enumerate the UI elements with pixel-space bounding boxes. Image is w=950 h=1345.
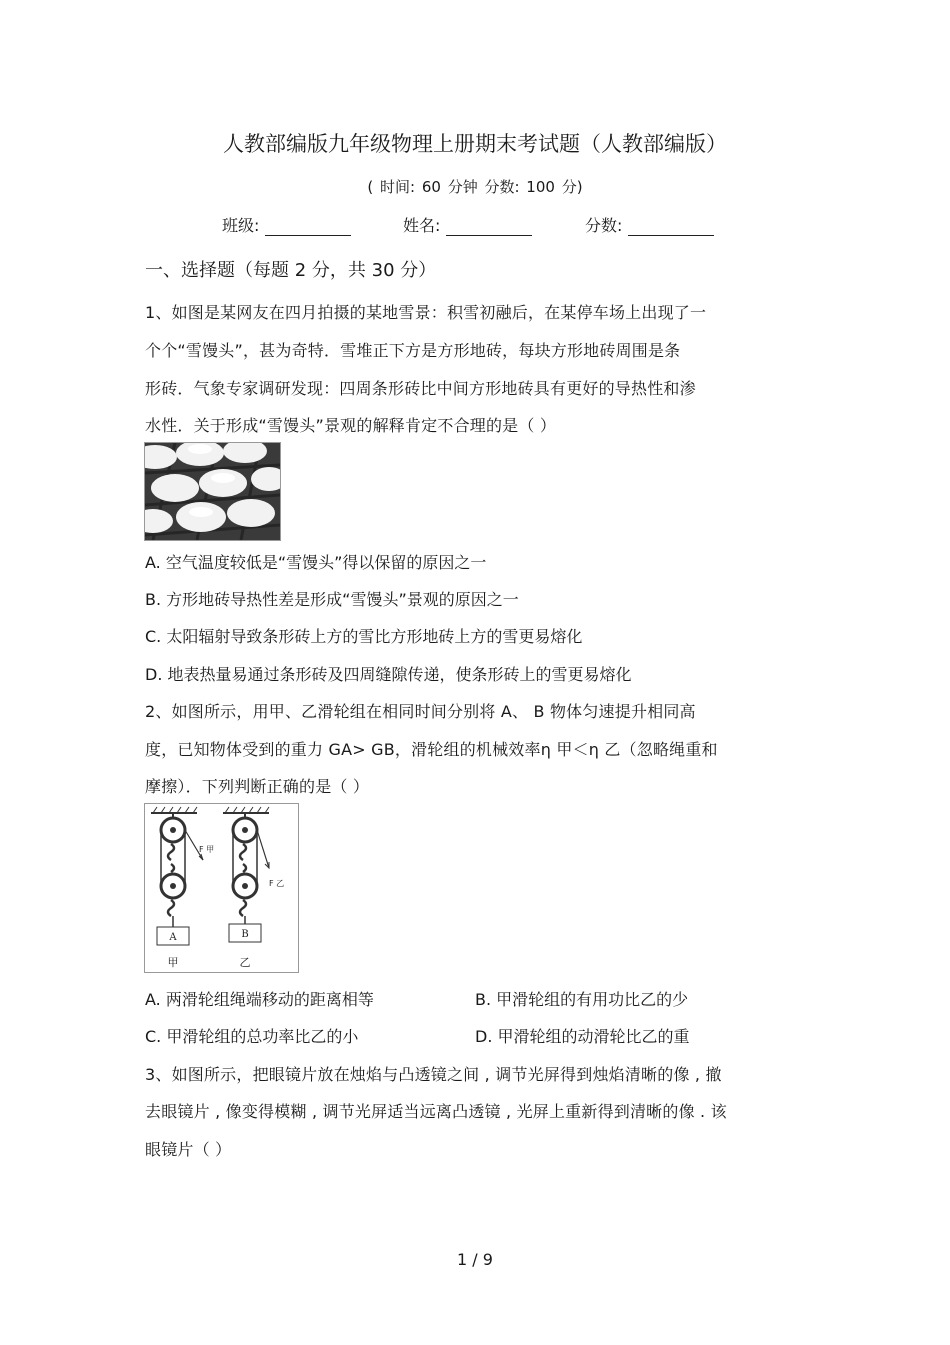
class-blank [265, 217, 351, 236]
system-yi-label: 乙 [239, 956, 251, 969]
page-number: 1 / 9 [457, 1250, 493, 1269]
q1-line: 水性．关于形成“雪馒头”景观的解释肯定不合理的是（ ） [145, 416, 557, 435]
q1-option-d: D. 地表热量易通过条形砖及四周缝隙传递，使条形砖上的雪更易熔化 [145, 665, 632, 684]
pulley-diagram [145, 804, 298, 972]
score-field [585, 213, 714, 236]
q2-line: 2、如图所示，用甲、乙滑轮组在相同时间分别将 A、 B 物体匀速提升相同高 [145, 702, 696, 721]
name-blank [446, 217, 532, 236]
q2-option-c: C. 甲滑轮组的总功率比乙的小 [145, 1027, 359, 1046]
q3-line: 3、如图所示，把眼镜片放在烛焰与凸透镜之间 , 调节光屏得到烛焰清晰的像 , 撤 [145, 1065, 722, 1084]
force-jia-label: F 甲 [199, 845, 215, 854]
force-yi-label: F 乙 [269, 879, 285, 888]
weight-b-label: B [241, 929, 249, 940]
q1-line: 1、如图是某网友在四月拍摄的某地雪景：积雪初融后，在某停车场上出现了一 [145, 303, 707, 322]
class-label: 班级: [222, 216, 260, 235]
score-label: 分数: [585, 216, 623, 235]
q2-option-a: A. 两滑轮组绳端移动的距离相等 [145, 990, 374, 1009]
q3-line: 眼镜片（ ） [145, 1140, 232, 1159]
weight-a-label: A [169, 932, 177, 943]
q1-line: 形砖．气象专家调研发现：四周条形砖比中间方形地砖具有更好的导热性和渗 [145, 379, 696, 398]
snow-mounds-image [145, 443, 280, 540]
class-field [222, 213, 351, 236]
q2-option-b: B. 甲滑轮组的有用功比乙的少 [475, 990, 689, 1009]
page-title: 人教部编版九年级物理上册期末考试题（人教部编版） [223, 132, 727, 156]
q2-line: 度，已知物体受到的重力 GA> GB，滑轮组的机械效率η 甲＜η 乙（忽略绳重和 [145, 740, 718, 759]
exam-time-score: ( 时间: 60 分钟 分数: 100 分) [367, 178, 583, 196]
snow-photo [144, 442, 281, 541]
q1-option-b: B. 方形地砖导热性差是形成“雪馒头”景观的原因之一 [145, 590, 519, 609]
score-blank [628, 217, 714, 236]
q1-line: 个个“雪馒头”，甚为奇特．雪堆正下方是方形地砖，每块方形地砖周围是条 [145, 341, 681, 360]
q1-option-a: A. 空气温度较低是“雪馒头”得以保留的原因之一 [145, 553, 487, 572]
q2-option-d: D. 甲滑轮组的动滑轮比乙的重 [475, 1027, 690, 1046]
section-heading: 一、选择题（每题 2 分，共 30 分） [145, 260, 437, 281]
system-jia-label: 甲 [167, 956, 179, 969]
q2-line: 摩擦）．下列判断正确的是（ ） [145, 777, 370, 796]
name-field [403, 213, 532, 236]
pulley-figure [144, 803, 299, 973]
name-label: 姓名: [403, 216, 441, 235]
q1-option-c: C. 太阳辐射导致条形砖上方的雪比方形地砖上方的雪更易熔化 [145, 627, 583, 646]
q3-line: 去眼镜片 , 像变得模糊 , 调节光屏适当远离凸透镜 , 光屏上重新得到清晰的像 . 该 [145, 1102, 727, 1121]
